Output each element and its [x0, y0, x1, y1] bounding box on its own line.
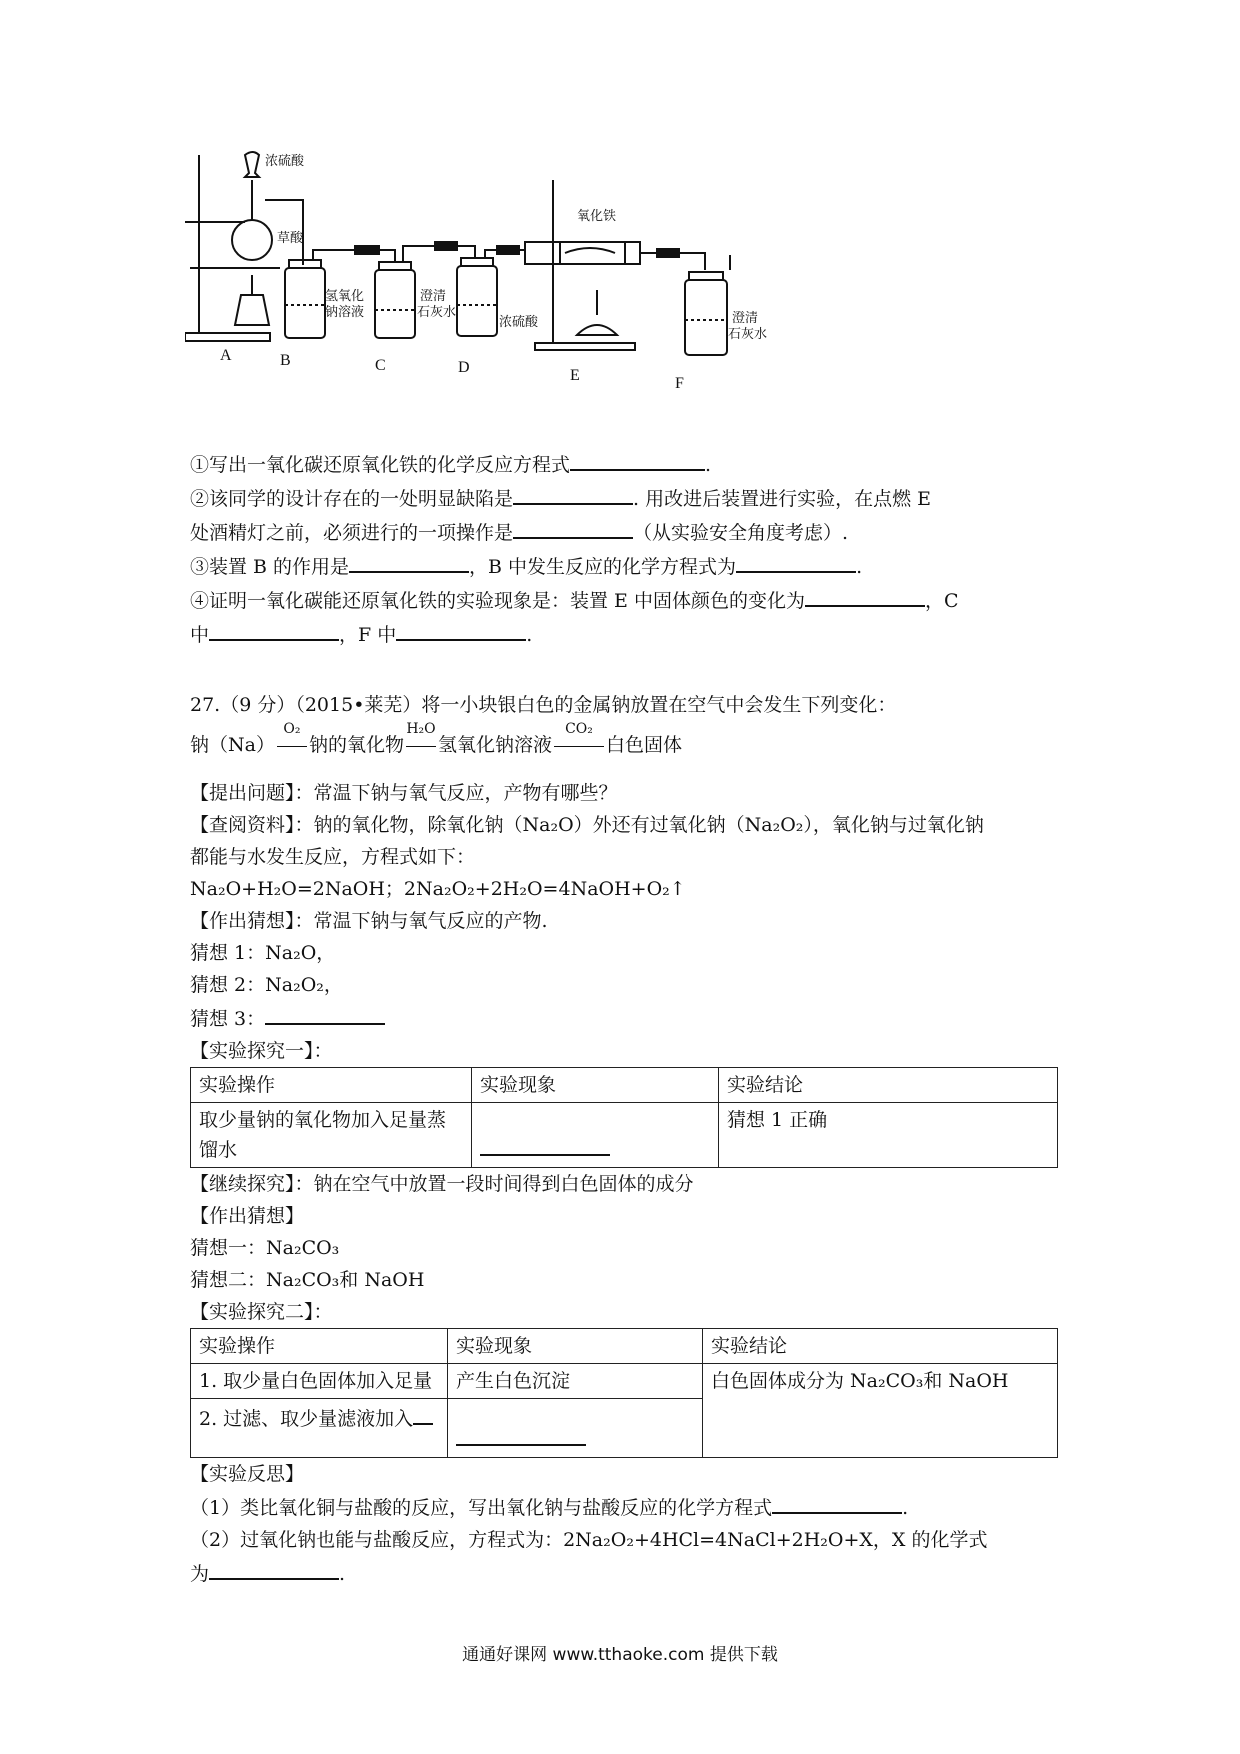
hypothesis-a: 猜想一：Na₂CO₃	[190, 1237, 340, 1259]
label-oxalic-acid: 草酸	[277, 231, 304, 246]
q26-item4-cont: 中 ，F 中 .	[190, 617, 1060, 651]
table-header: 实验结论	[719, 1068, 1058, 1103]
table-header: 实验现象	[448, 1329, 703, 1364]
hypothesis-b: 猜想二：Na₂CO₃和 NaOH	[190, 1269, 425, 1291]
answer-blank[interactable]	[396, 617, 526, 641]
q26-item4: ④证明一氧化碳能还原氧化铁的实验现象是：装置 E 中固体颜色的变化为 ，C	[190, 583, 1060, 617]
table-cell-operation: 取少量钠的氧化物加入足量蒸馏水	[191, 1103, 472, 1168]
reflection-head: 【实验反思】	[190, 1463, 305, 1485]
label-limewater-c: 澄清石灰水	[417, 289, 457, 320]
table-cell-operation: 2. 过滤、取少量滤液加入	[191, 1399, 448, 1458]
label-naoh: 氢氧化钠溶液	[325, 289, 365, 320]
experiment-1-table	[190, 1067, 1058, 1168]
answer-blank[interactable]	[349, 549, 469, 573]
letter-a: A	[220, 347, 232, 364]
table-header: 实验操作	[191, 1068, 472, 1103]
reaction-chain: 钠（Na） O₂ 钠的氧化物 H₂O 氢氧化钠溶液 CO₂ 白色固体	[190, 729, 1060, 777]
answer-blank[interactable]	[209, 617, 339, 641]
hypothesis-2: 猜想 2：Na₂O₂，	[190, 974, 343, 996]
table-header: 实验操作	[191, 1329, 448, 1364]
continue-explore: 【继续探究】：钠在空气中放置一段时间得到白色固体的成分	[190, 1173, 694, 1195]
reference-info: 【查阅资料】：钠的氧化物，除氧化钠（Na₂O）外还有过氧化钠（Na₂O₂），氧化钠与过氧化钠	[190, 814, 984, 836]
raise-question: 【提出问题】：常温下钠与氧气反应，产物有哪些？	[190, 782, 618, 804]
experiment-2-head: 【实验探究二】：	[190, 1301, 333, 1323]
table-header: 实验现象	[472, 1068, 719, 1103]
question-content	[190, 447, 1060, 1590]
reference-info-cont: 都能与水发生反应，方程式如下：	[190, 846, 476, 868]
letter-e: E	[570, 367, 580, 384]
label-limewater-f: 澄清石灰水	[728, 311, 768, 342]
letter-b: B	[280, 352, 291, 369]
answer-blank[interactable]	[209, 1556, 339, 1580]
experiment-1-head: 【实验探究一】：	[190, 1040, 333, 1062]
answer-blank[interactable]	[570, 447, 705, 471]
answer-blank[interactable]	[805, 583, 925, 607]
apparatus-diagram	[185, 150, 835, 440]
table-header: 实验结论	[703, 1329, 1058, 1364]
arrow-h2o: H₂O	[404, 729, 438, 761]
table-cell-conclusion: 白色固体成分为 Na₂CO₃和 NaOH	[703, 1364, 1058, 1458]
letter-c: C	[375, 357, 386, 374]
q26-item1: ①写出一氧化碳还原氧化铁的化学反应方程式 .	[190, 447, 1060, 481]
label-conc-h2so4-d: 浓硫酸	[499, 315, 539, 330]
answer-blank[interactable]	[513, 481, 633, 505]
table-cell-phenomenon	[448, 1399, 703, 1458]
reflection-1: （1）类比氧化铜与盐酸的反应，写出氧化钠与盐酸反应的化学方程式 .	[190, 1490, 1060, 1524]
table-cell-operation: 1. 取少量白色固体加入足量	[191, 1364, 448, 1399]
hypothesis2-head: 【作出猜想】	[190, 1205, 305, 1227]
answer-blank[interactable]	[513, 515, 633, 539]
reflection-2: （2）过氧化钠也能与盐酸反应，方程式为：2Na₂O₂+4HCl=4NaCl+2H₂O+X，X 的化学式	[190, 1529, 988, 1551]
answer-blank[interactable]	[480, 1132, 610, 1156]
arrow-co2: CO₂	[552, 729, 606, 761]
answer-blank[interactable]	[772, 1490, 902, 1514]
letter-f: F	[675, 375, 684, 392]
letter-d: D	[458, 359, 470, 376]
q26-item2: ②该同学的设计存在的一处明显缺陷是 . 用改进后装置进行实验，在点燃 E	[190, 481, 1060, 515]
answer-blank[interactable]	[736, 549, 856, 573]
experiment-2-table	[190, 1328, 1058, 1458]
label-fe2o3: 氧化铁	[577, 209, 617, 224]
answer-blank[interactable]	[413, 1401, 433, 1425]
equations: Na₂O+H₂O=2NaOH；2Na₂O₂+2H₂O=4NaOH+O₂↑	[190, 878, 686, 900]
table-cell-phenomenon: 产生白色沉淀	[448, 1364, 703, 1399]
arrow-o2: O₂	[275, 729, 309, 761]
hypothesis-1: 猜想 1：Na₂O，	[190, 942, 336, 964]
q26-item2-cont: 处酒精灯之前，必须进行的一项操作是 （从实验安全角度考虑）.	[190, 515, 1060, 549]
hypothesis-3: 猜想 3：	[190, 1001, 1060, 1035]
q27-title: 27.（9 分）（2015•莱芜）将一小块银白色的金属钠放置在空气中会发生下列变化：	[190, 694, 897, 716]
hypothesis-head: 【作出猜想】：常温下钠与氧气反应的产物.	[190, 910, 548, 932]
q26-item3: ③装置 B 的作用是 ，B 中发生反应的化学方程式为 .	[190, 549, 1060, 583]
table-cell-phenomenon	[472, 1103, 719, 1168]
answer-blank[interactable]	[456, 1422, 586, 1446]
answer-blank[interactable]	[265, 1001, 385, 1025]
page-footer: 通通好课网 www.tthaoke.com 提供下载	[462, 1645, 778, 1665]
label-conc-h2so4: 浓硫酸	[265, 154, 305, 169]
reflection-2-cont: 为 .	[190, 1556, 1060, 1590]
table-cell-conclusion: 猜想 1 正确	[719, 1103, 1058, 1168]
